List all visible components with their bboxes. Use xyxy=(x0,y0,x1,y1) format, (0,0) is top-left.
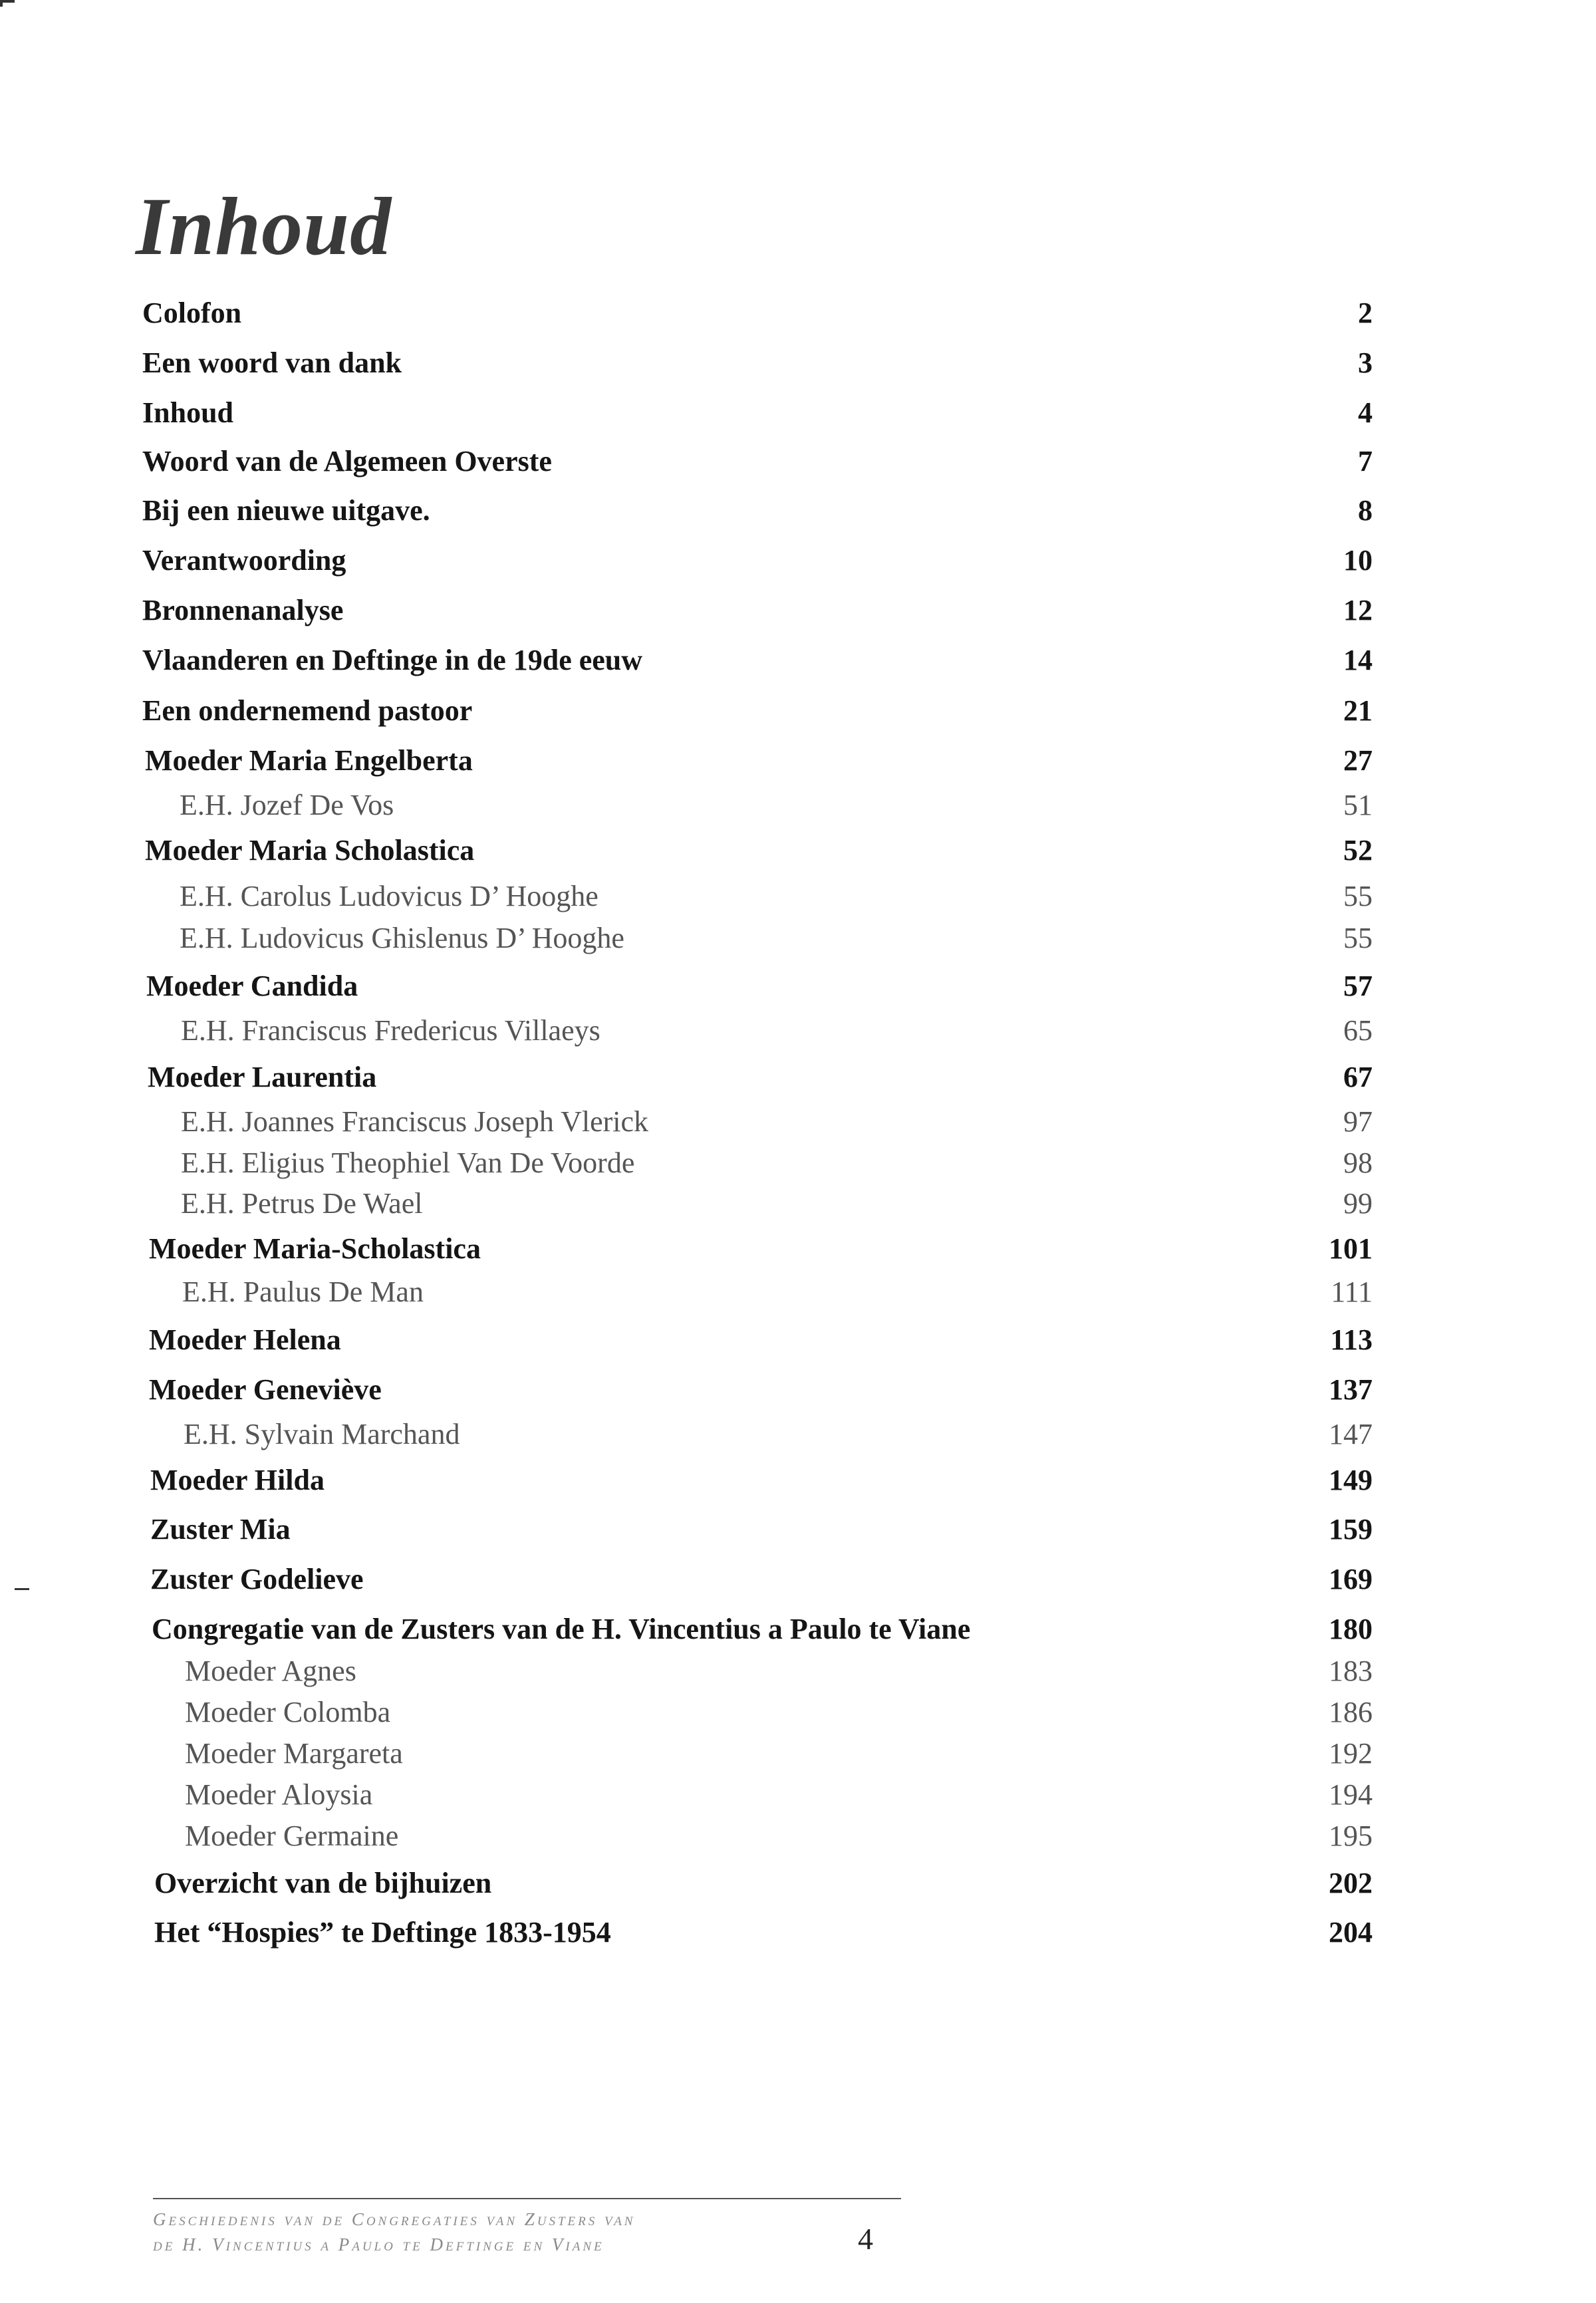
toc-entry-title: Moeder Hilda xyxy=(150,1464,325,1496)
toc-entry-page: 2 xyxy=(1358,297,1373,329)
toc-entry-title: Een ondernemend pastoor xyxy=(142,694,473,727)
toc-entry-title: E.H. Petrus De Wael xyxy=(181,1187,423,1220)
toc-entry-page: 8 xyxy=(1358,494,1373,527)
toc-entry-page: 149 xyxy=(1329,1464,1373,1496)
toc-entry-page: 27 xyxy=(1343,744,1373,777)
toc-entry-title: E.H. Joannes Franciscus Joseph Vlerick xyxy=(181,1105,649,1138)
toc-entry-page: 14 xyxy=(1343,644,1373,676)
toc-entry-page: 7 xyxy=(1358,445,1373,477)
toc-entry-page: 195 xyxy=(1329,1820,1373,1852)
toc-entry-title: E.H. Franciscus Fredericus Villaeys xyxy=(181,1014,600,1047)
toc-entry-page: 98 xyxy=(1343,1147,1373,1179)
toc-entry-page: 113 xyxy=(1330,1323,1373,1356)
toc-entry-page: 183 xyxy=(1329,1655,1373,1687)
toc-entry-page: 147 xyxy=(1329,1418,1373,1450)
toc-entry-title: Woord van de Algemeen Overste xyxy=(142,445,552,477)
toc-entry-page: 55 xyxy=(1343,922,1373,954)
toc-entry-title: Moeder Maria Scholastica xyxy=(145,834,475,867)
toc-entry-title: Moeder Maria Engelberta xyxy=(145,744,473,777)
toc-entry-title: Het “Hospies” te Deftinge 1833-1954 xyxy=(154,1916,611,1949)
toc-entry-page: 10 xyxy=(1343,544,1373,577)
toc-entry-page: 137 xyxy=(1329,1373,1373,1406)
toc-entry-page: 204 xyxy=(1329,1916,1373,1949)
toc-entry-page: 180 xyxy=(1329,1613,1373,1645)
toc-entry-page: 159 xyxy=(1329,1513,1373,1546)
footer-running-title xyxy=(153,2207,818,2257)
toc-entry-page: 65 xyxy=(1343,1014,1373,1047)
toc-entry-page: 12 xyxy=(1343,594,1373,626)
toc-entry-title: Moeder Laurentia xyxy=(148,1061,377,1093)
toc-entry-title: Congregatie van de Zusters van de H. Vincentius a Paulo te Viane xyxy=(152,1613,971,1645)
toc-entry-page: 202 xyxy=(1329,1867,1373,1899)
toc-entry-page: 99 xyxy=(1343,1187,1373,1220)
scan-mark xyxy=(15,1588,29,1590)
page-title: Inhoud xyxy=(136,181,392,272)
toc-entry-page: 111 xyxy=(1331,1276,1373,1308)
toc-entry-page: 4 xyxy=(1358,396,1373,429)
toc-entry-title: Inhoud xyxy=(142,396,234,429)
toc-entry-title: Moeder Germaine xyxy=(185,1820,399,1852)
toc-entry-title: Moeder Maria-Scholastica xyxy=(149,1232,481,1265)
toc-entry-title: Zuster Godelieve xyxy=(150,1563,364,1595)
toc-entry-title: E.H. Paulus De Man xyxy=(182,1276,424,1308)
toc-entry-title: Zuster Mia xyxy=(150,1513,291,1546)
toc-entry-title: E.H. Jozef De Vos xyxy=(180,789,394,821)
toc-entry-page: 192 xyxy=(1329,1737,1373,1770)
toc-entry-title: Moeder Agnes xyxy=(185,1655,356,1687)
scan-mark xyxy=(0,0,3,7)
toc-entry-title: Een woord van dank xyxy=(142,346,402,379)
page-number: 4 xyxy=(858,2222,873,2256)
toc-entry-title: Colofon xyxy=(142,297,242,329)
toc-entry-title: E.H. Carolus Ludovicus D’ Hooghe xyxy=(180,880,598,912)
toc-entry-page: 97 xyxy=(1343,1105,1373,1138)
toc-entry-title: Moeder Candida xyxy=(146,970,358,1002)
toc-entry-title: Moeder Margareta xyxy=(185,1737,403,1770)
toc-entry-page: 169 xyxy=(1329,1563,1373,1595)
toc-entry-title: Verantwoording xyxy=(142,544,346,577)
footer-divider xyxy=(153,2198,901,2199)
toc-entry-title: Bronnenanalyse xyxy=(142,594,344,626)
toc-entry-title: E.H. Eligius Theophiel Van De Voorde xyxy=(181,1147,635,1179)
toc-entry-title: Vlaanderen en Deftinge in de 19de eeuw xyxy=(142,644,643,676)
footer-title-line-1: Geschiedenis van de Congregaties van Zusters van xyxy=(153,2209,636,2229)
toc-entry-page: 57 xyxy=(1343,970,1373,1002)
footer-title-line-2: de H. Vincentius a Paulo te Deftinge en Viane xyxy=(153,2235,604,2254)
toc-entry-page: 194 xyxy=(1329,1778,1373,1811)
toc-entry-title: Moeder Geneviève xyxy=(149,1373,382,1406)
toc-entry-title: E.H. Ludovicus Ghislenus D’ Hooghe xyxy=(180,922,624,954)
toc-entry-page: 52 xyxy=(1343,834,1373,867)
toc-entry-title: Bij een nieuwe uitgave. xyxy=(142,494,430,527)
toc-entry-title: Overzicht van de bijhuizen xyxy=(154,1867,492,1899)
toc-entry-title: Moeder Helena xyxy=(149,1323,341,1356)
toc-entry-page: 186 xyxy=(1329,1696,1373,1728)
toc-entry-title: Moeder Aloysia xyxy=(185,1778,373,1811)
toc-entry-page: 51 xyxy=(1343,789,1373,821)
toc-entry-page: 3 xyxy=(1358,346,1373,379)
toc-entry-title: Moeder Colomba xyxy=(185,1696,391,1728)
toc-entry-page: 101 xyxy=(1329,1232,1373,1265)
toc-entry-page: 67 xyxy=(1343,1061,1373,1093)
toc-entry-page: 55 xyxy=(1343,880,1373,912)
toc-entry-title: E.H. Sylvain Marchand xyxy=(184,1418,460,1450)
toc-entry-page: 21 xyxy=(1343,694,1373,727)
